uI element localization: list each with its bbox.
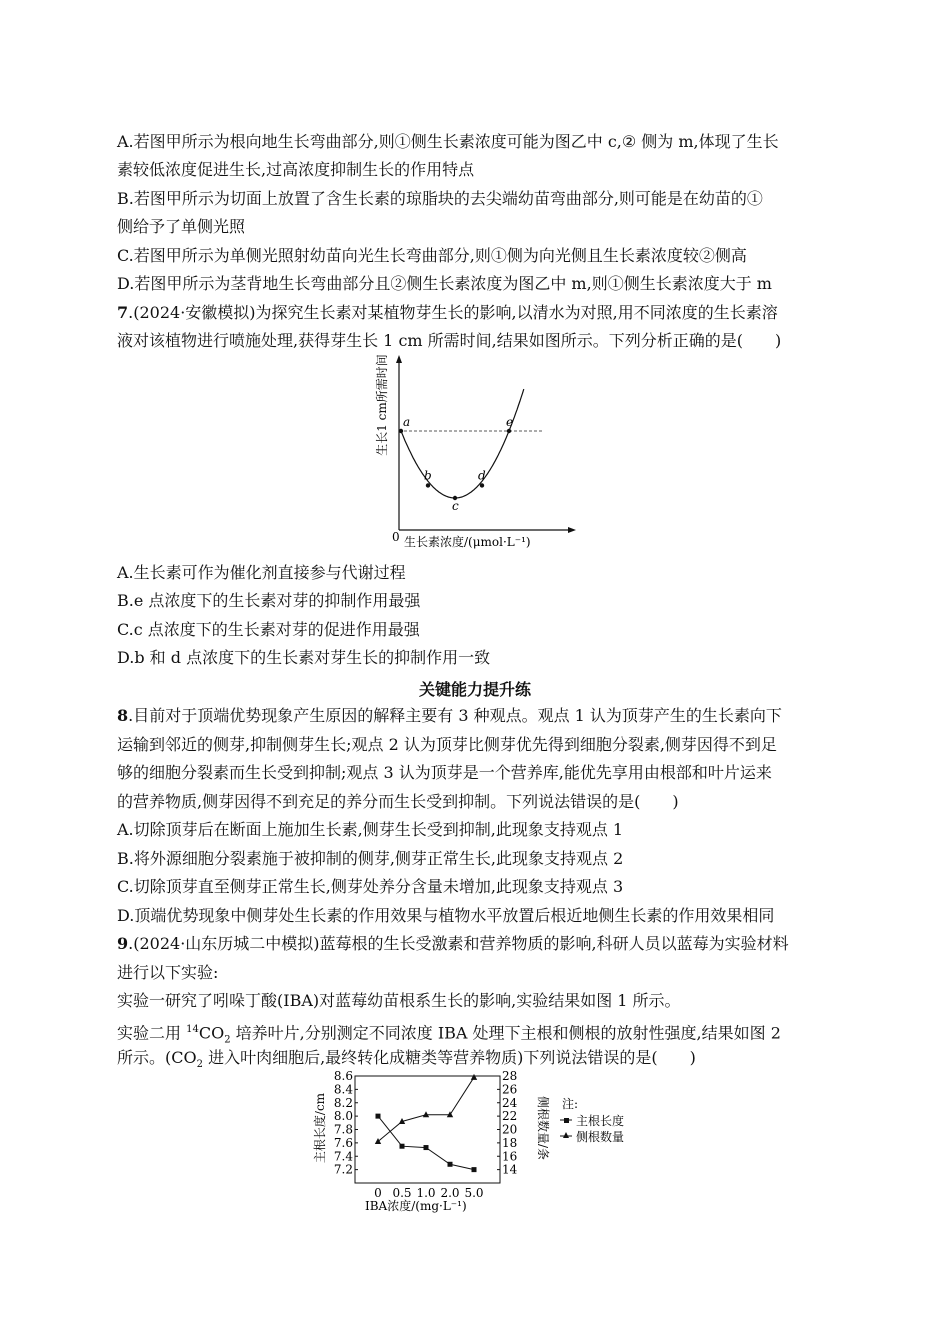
- q9-series-lateral-root-line: [378, 1077, 474, 1141]
- q7-number: 7: [117, 303, 129, 322]
- q8-stem-line1: [117, 705, 782, 727]
- q7-y-label: 生长1 cm所需时间: [375, 354, 389, 456]
- q9-main-root-point: [448, 1162, 453, 1167]
- q9-x-label: IBA浓度/(mg·L⁻¹): [365, 1199, 467, 1213]
- q7-x-arrow: [568, 527, 576, 533]
- q9-exp2-sub: 2: [224, 1034, 231, 1046]
- q7-y-arrow: [396, 355, 402, 363]
- q6-option-b-line2: 侧给予了单侧光照: [117, 217, 246, 236]
- q7-point-b: [426, 483, 430, 487]
- q9-line3-pre: 所示。(CO: [117, 1048, 197, 1067]
- q9-y2-tick-label: 20: [502, 1122, 518, 1137]
- q9-chart: [310, 1068, 670, 1223]
- q9-y-tick-label: 8.4: [333, 1082, 353, 1097]
- q9-x-tick-label: 2.0: [440, 1186, 460, 1200]
- q9-y2-tick-label: 28: [502, 1069, 518, 1083]
- q7-point-label-e: e: [506, 415, 514, 429]
- q9-line3-post: 进入叶肉细胞后,最终转化成糖类等营养物质)下列说法错误的是( ): [202, 1048, 696, 1067]
- q9-plot-area: [334, 1069, 518, 1200]
- q6-option-d: D.若图甲所示为茎背地生长弯曲部分且②侧生长素浓度为图乙中 m,则①侧生长素浓度大于 m: [117, 274, 772, 293]
- q9-y-tick-label: 8.0: [333, 1109, 353, 1124]
- q9-number: 9: [117, 934, 129, 953]
- q9-legend-title: 注:: [562, 1097, 579, 1111]
- q8-stem-line2: 运输到邻近的侧芽,抑制侧芽生长;观点 2 认为顶芽比侧芽优先得到细胞分裂素,侧芽因得不到足: [117, 735, 777, 754]
- q9-legend-label-2: 侧根数量: [576, 1130, 625, 1144]
- q7-point-e: [507, 429, 511, 433]
- q9-y2-tick-label: 14: [502, 1162, 518, 1177]
- q7-point-d: [480, 483, 484, 487]
- section-title: 关键能力提升练: [418, 680, 531, 699]
- q9-lateral-root-point: [471, 1074, 477, 1080]
- q8-option-c: C.切除顶芽直至侧芽正常生长,侧芽处养分含量未增加,此现象支持观点 3: [117, 877, 624, 896]
- q9-exp2-pre: 实验二用: [117, 1023, 187, 1043]
- q7-option-c: C.c 点浓度下的生长素对芽的促进作用最强: [117, 620, 420, 639]
- q9-y-label: 主根长度/cm: [313, 1092, 327, 1164]
- q9-y2-tick-label: 18: [502, 1135, 518, 1150]
- q9-line3-sub: 2: [196, 1059, 203, 1071]
- q7-curve: [401, 389, 524, 498]
- q9-legend-triangle-marker: [563, 1132, 569, 1138]
- q8-number: 8: [117, 706, 129, 725]
- q6-option-c: C.若图甲所示为单侧光照射幼苗向光生长弯曲部分,则①侧为向光侧且生长素浓度较②侧高: [117, 246, 747, 265]
- q9-y2-label: 侧根数量/条: [536, 1095, 550, 1161]
- q7-stem-text1: .(2024·安徽模拟)为探究生长素对某植物芽生长的影响,以清水为对照,用不同浓度的生长素溶: [128, 303, 778, 322]
- q9-series-main-root-line: [378, 1116, 474, 1170]
- q9-y-tick-label: 7.4: [333, 1149, 353, 1164]
- q7-origin-label: 0: [392, 530, 400, 544]
- q7-stem-line1: [117, 302, 778, 324]
- q9-stem-text1: .(2024·山东历城二中模拟)蓝莓根的生长受激素和营养物质的影响,科研人员以蓝莓为实验材料: [128, 934, 789, 953]
- q9-main-root-point: [424, 1145, 429, 1150]
- q9-y2-tick-label: 16: [502, 1149, 518, 1164]
- q9-main-root-point: [376, 1114, 381, 1119]
- q6-option-b-line1: B.若图甲所示为切面上放置了含生长素的琼脂块的去尖端幼苗弯曲部分,则可能是在幼苗的①: [117, 189, 763, 208]
- q9-y2-tick-label: 22: [502, 1109, 518, 1124]
- q9-legend-label-1: 主根长度: [576, 1114, 625, 1128]
- q8-option-b: B.将外源细胞分裂素施于被抑制的侧芽,侧芽正常生长,此现象支持观点 2: [117, 849, 624, 868]
- q7-plot-area: [399, 389, 542, 513]
- q9-y2-tick-label: 24: [502, 1095, 518, 1110]
- q9-plot-frame: [355, 1076, 500, 1183]
- q8-option-a: A.切除顶芽后在断面上施加生长素,侧芽生长受到抑制,此现象支持观点 1: [117, 820, 624, 839]
- q9-y2-tick-label: 26: [502, 1082, 518, 1097]
- q6-option-a-line2: 素较低浓度促进生长,过高浓度抑制生长的作用特点: [117, 160, 475, 179]
- q7-option-b: B.e 点浓度下的生长素对芽的抑制作用最强: [117, 591, 421, 610]
- q6-option-a-line1: A.若图甲所示为根向地生长弯曲部分,则①侧生长素浓度可能为图乙中 c,② 侧为 m,体现了生长: [117, 132, 779, 151]
- q9-x-tick-label: 0.5: [392, 1186, 412, 1200]
- q7-point-a: [399, 429, 403, 433]
- q9-y-tick-label: 8.6: [333, 1069, 353, 1083]
- q9-y-tick-label: 8.2: [333, 1095, 353, 1110]
- q7-point-label-c: c: [452, 499, 459, 513]
- q9-x-tick-label: 1.0: [416, 1186, 436, 1200]
- q8-option-d: D.顶端优势现象中侧芽处生长素的作用效果与植物水平放置后根近地侧生长素的作用效果相同: [117, 906, 775, 925]
- q8-stem-line4: 的营养物质,侧芽因得不到充足的养分而生长受到抑制。下列说法错误的是( ): [117, 792, 679, 811]
- q7-stem-line2: 液对该植物进行喷施处理,获得芽生长 1 cm 所需时间,结果如图所示。下列分析正确的是( ): [117, 331, 782, 350]
- q9-y-tick-label: 7.2: [333, 1162, 353, 1177]
- q9-exp1: 实验一研究了吲哚丁酸(IBA)对蓝莓幼苗根系生长的影响,实验结果如图 1 所示。: [117, 991, 681, 1010]
- q9-y-tick-label: 7.6: [333, 1135, 353, 1150]
- q9-exp2-post: 培养叶片,分别测定不同浓度 IBA 处理下主根和侧根的放射性强度,结果如图 2: [230, 1023, 781, 1043]
- q9-x-tick-label: 5.0: [464, 1186, 484, 1200]
- q9-stem-line2: 进行以下实验:: [117, 963, 219, 982]
- q9-main-root-point: [400, 1144, 405, 1149]
- q7-point-label-b: b: [424, 468, 432, 483]
- q9-exp2-sup: 14: [186, 1024, 199, 1035]
- q7-chart: [368, 353, 583, 553]
- q7-point-label-a: a: [403, 415, 411, 429]
- q7-option-d: D.b 和 d 点浓度下的生长素对芽生长的抑制作用一致: [117, 648, 491, 667]
- q9-y-tick-label: 7.8: [333, 1122, 353, 1137]
- q7-option-a: A.生长素可作为催化剂直接参与代谢过程: [117, 563, 406, 582]
- q7-x-label: 生长素浓度/(μmol·L⁻¹): [404, 535, 531, 549]
- q8-stem-text1: .目前对于顶端优势现象产生原因的解释主要有 3 种观点。观点 1 认为顶芽产生的生长素向下: [128, 706, 782, 725]
- q7-point-label-d: d: [478, 468, 486, 483]
- q9-exp2-mid: CO: [198, 1023, 225, 1043]
- q9-main-root-point: [472, 1167, 477, 1172]
- q9-stem-line1: [117, 933, 789, 955]
- q9-lateral-root-point: [375, 1138, 381, 1144]
- q9-x-tick-label: 0: [374, 1186, 382, 1200]
- q9-lateral-root-point: [423, 1111, 429, 1117]
- q8-stem-line3: 够的细胞分裂素而生长受到抑制;观点 3 认为顶芽是一个营养库,能优先享用由根部和叶片运来: [117, 763, 772, 782]
